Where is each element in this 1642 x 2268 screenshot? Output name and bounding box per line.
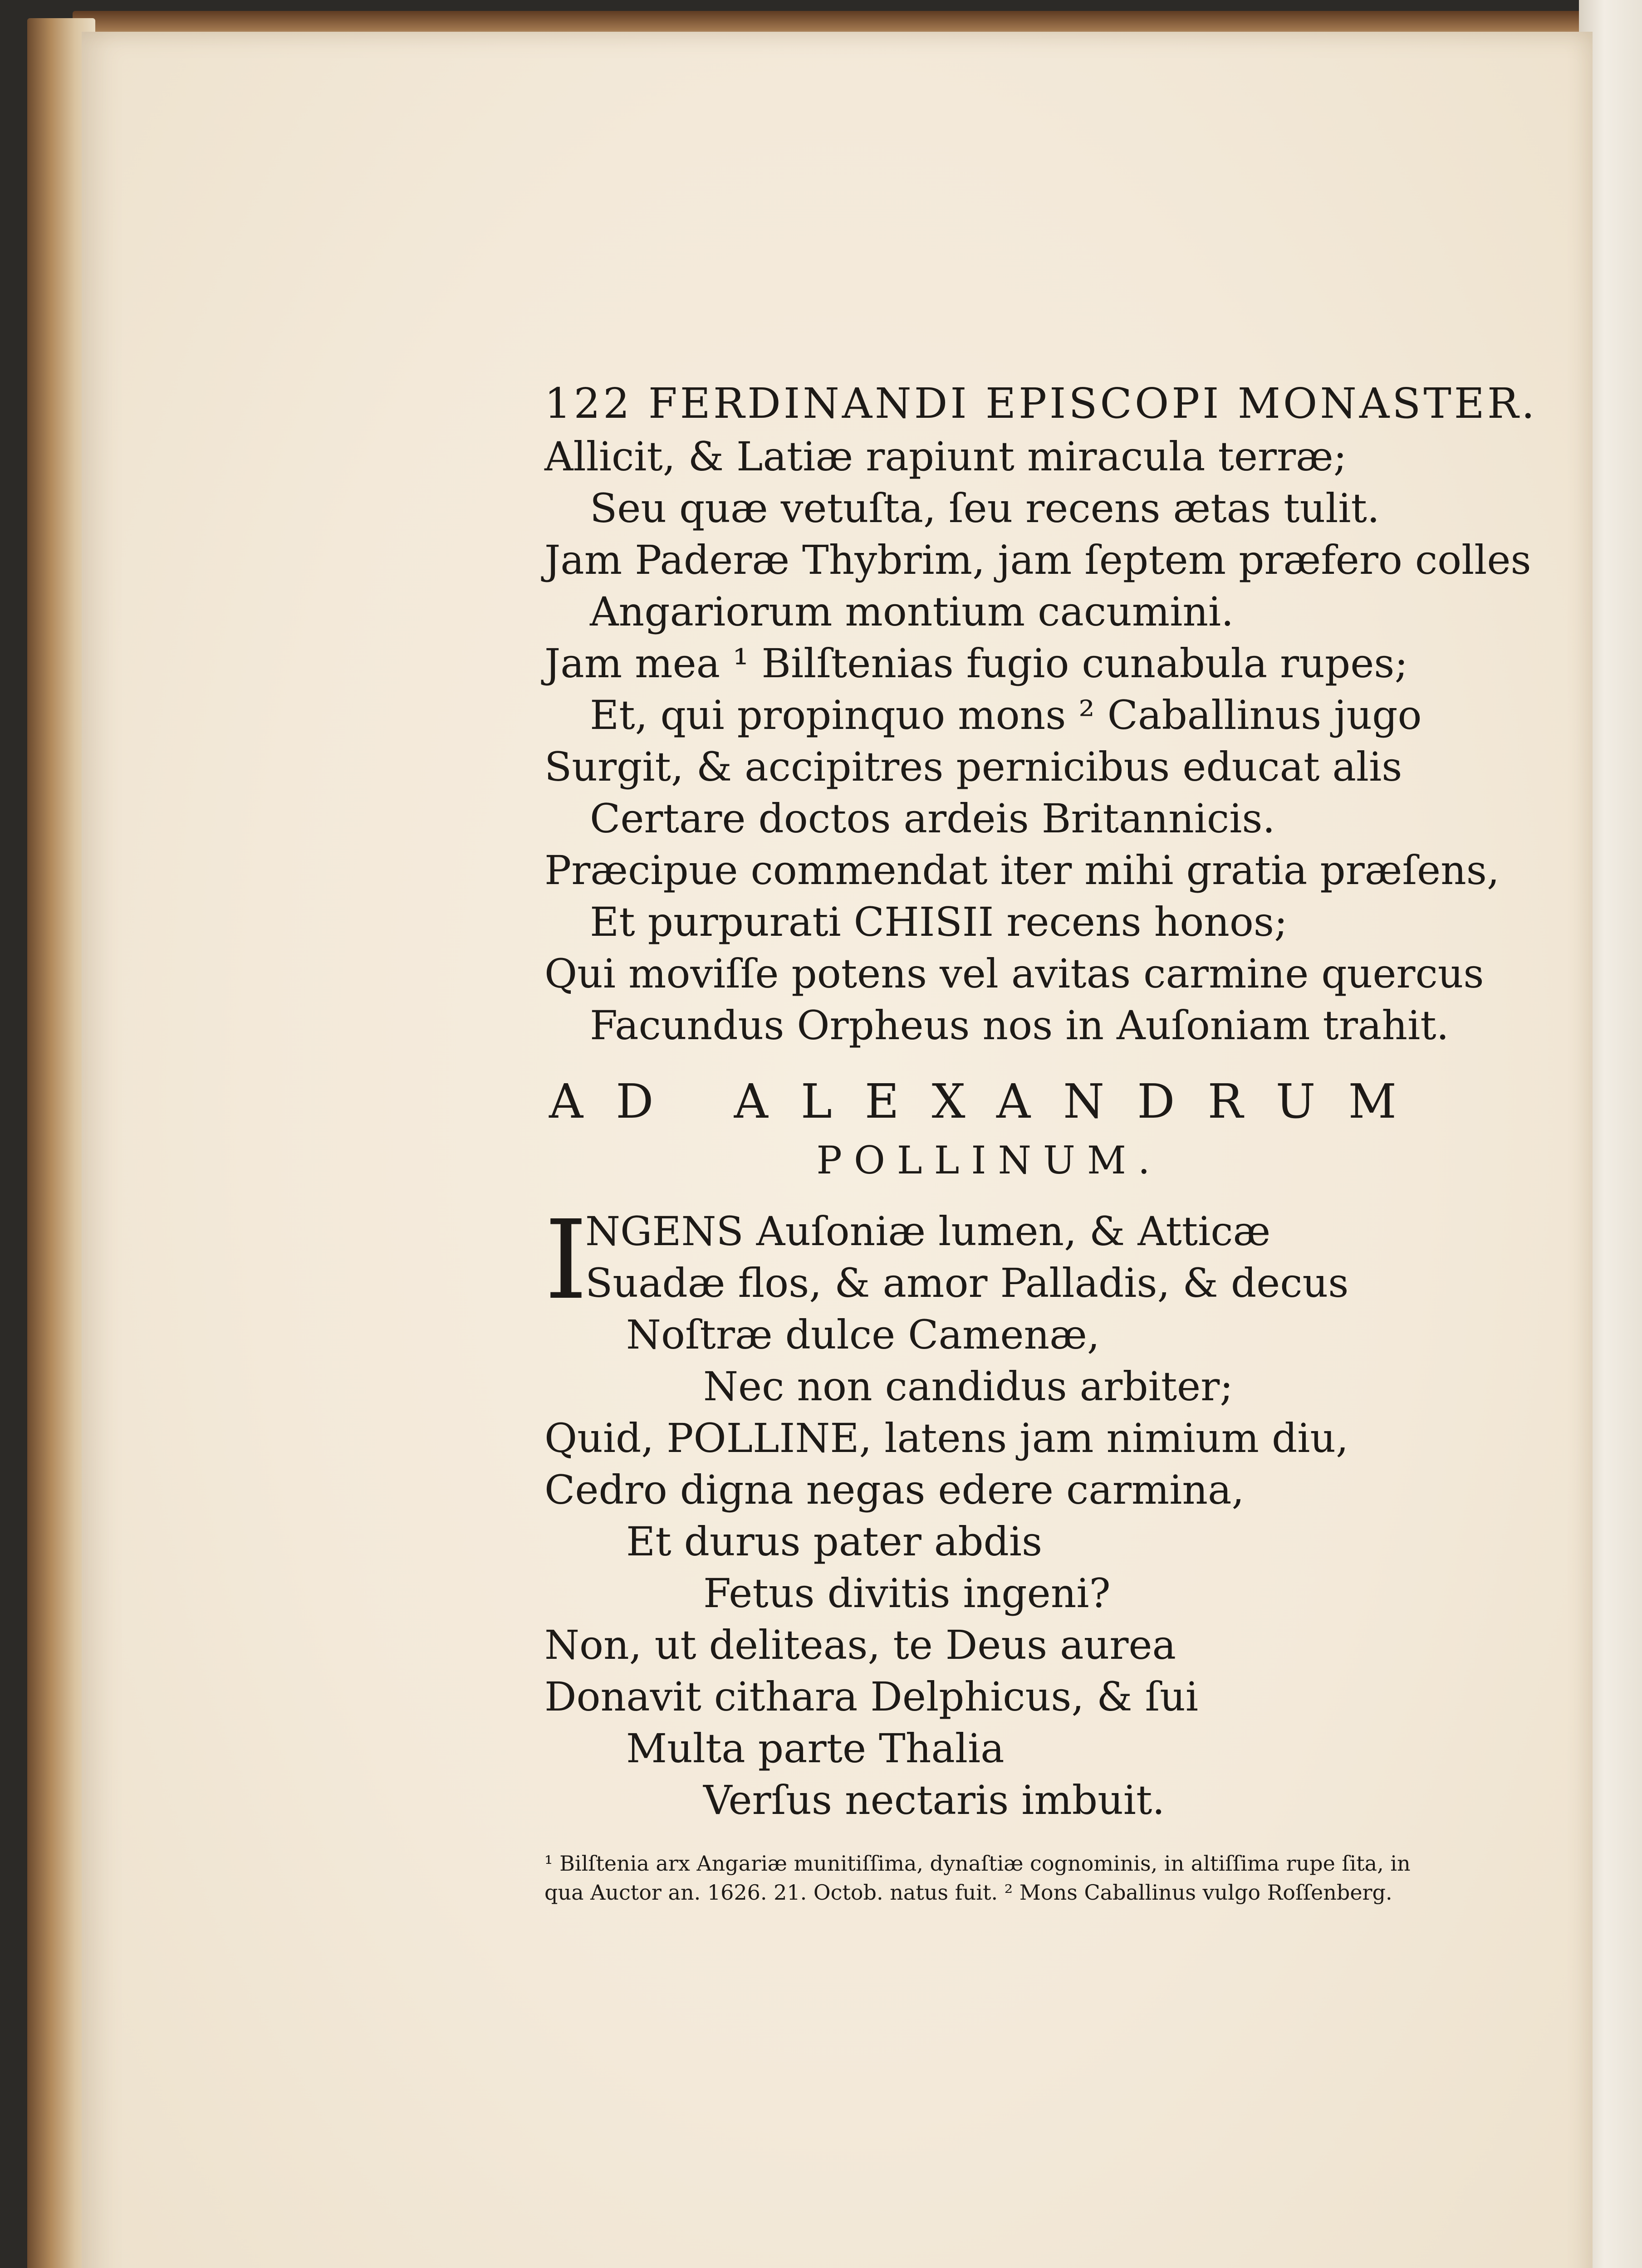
poem-title: AD ALEXANDRUM	[549, 1074, 1429, 1129]
verse-line: Facundus Orpheus nos in Auſoniam trahit.	[590, 1002, 1449, 1049]
verse-line: Qui moviſſe potens vel avitas carmine quercus	[544, 950, 1484, 997]
dropcap-stanza	[544, 1197, 1434, 1324]
verse-line: Verſus nectaris imbuit.	[703, 1777, 1165, 1823]
verse-line: Et purpurati CHISII recens honos;	[590, 899, 1288, 945]
verse-line: Donavit cithara Delphicus, & ſui	[544, 1673, 1198, 1720]
verse-line: Cedro digna negas edere carmina,	[544, 1466, 1245, 1513]
footnote-line: qua Auctor an. 1626. 21. Octob. natus fuit. ² Mons Caballinus vulgo Roſſenberg.	[544, 1880, 1392, 1905]
drop-cap: I	[544, 1197, 588, 1324]
poem-one	[544, 431, 1531, 1051]
verse-line: Et, qui propinquo mons ² Caballinus jugo	[590, 692, 1422, 738]
verse-line: Jam Paderæ Thybrim, jam ſeptem præfero colles	[544, 537, 1531, 583]
verse-line: Noſtræ dulce Camenæ,	[626, 1311, 1100, 1358]
verse-line: Angariorum montium cacumini.	[590, 588, 1234, 635]
footnotes	[544, 1849, 1434, 1907]
footnote-line: ¹ Bilſtenia arx Angariæ munitiſſima, dynaſtiæ cognominis, in altiſſima rupe ſita, in	[544, 1851, 1411, 1876]
verse-line: Non, ut deliteas, te Deus aurea	[544, 1622, 1176, 1668]
running-head: 122 FERDINANDI EPISCOPI MONASTER.	[544, 379, 1538, 428]
verse-line: Surgit, & accipitres pernicibus educat alis	[544, 743, 1402, 790]
verse-line: NGENS Auſoniæ lumen, & Atticæ	[585, 1208, 1271, 1255]
verse-line: Certare doctos ardeis Britannicis.	[590, 795, 1275, 842]
verse-line: Seu quæ vetuſta, ſeu recens ætas tulit.	[590, 485, 1380, 532]
poem-two	[544, 1309, 1434, 1826]
verse-line: Nec non candidus arbiter;	[703, 1363, 1233, 1410]
verse-line: Præcipue commendat iter mihi gratia præſens,	[544, 847, 1500, 894]
book-page	[82, 32, 1593, 2268]
verse-line: Quid, POLLINE, latens jam nimium diu,	[544, 1415, 1349, 1461]
text-block	[544, 376, 1538, 1907]
verse-line: Jam mea ¹ Bilſtenias fugio cunabula rupes;	[544, 640, 1408, 687]
verse-line: Et durus pater abdis	[626, 1518, 1043, 1565]
verse-line: Allicit, & Latiæ rapiunt miracula terræ;	[544, 433, 1347, 480]
poem-subtitle: POLLINUM.	[816, 1138, 1162, 1183]
verse-line: Suadæ flos, & amor Palladis, & decus	[585, 1260, 1349, 1306]
verse-line: Fetus divitis ingeni?	[703, 1570, 1111, 1617]
verse-line: Multa parte Thalia	[626, 1725, 1005, 1772]
